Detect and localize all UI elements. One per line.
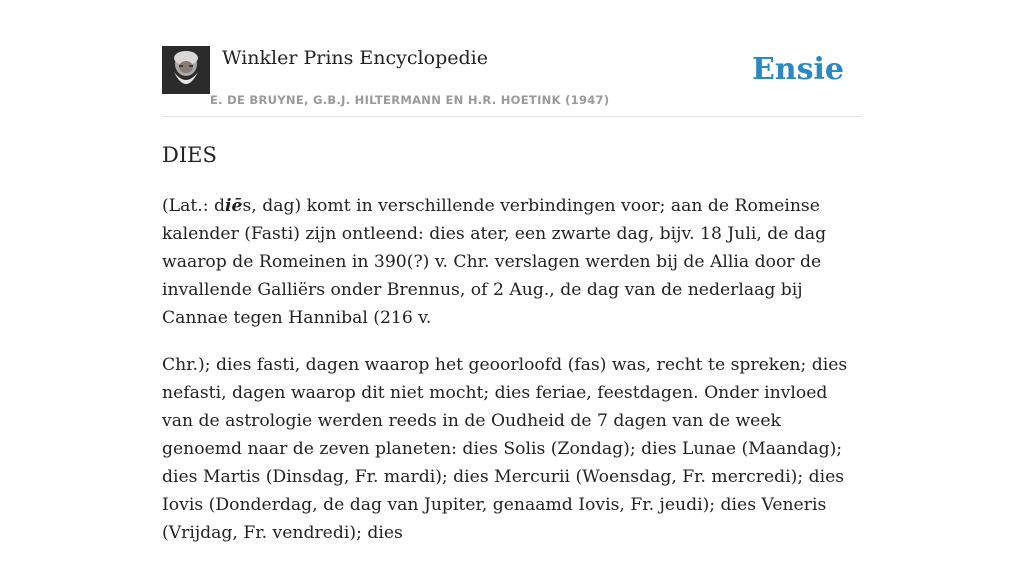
article-body	[162, 192, 862, 566]
ensie-logo[interactable]: Ensie	[751, 52, 844, 87]
author-avatar[interactable]	[162, 46, 210, 94]
paragraph-2: Chr.); dies fasti, dagen waarop het geoorloofd (fas) was, recht te spreken; dies nefasti, dagen waarop dit niet mocht; dies feriae, feestdagen. Onder invloed van de astrologie werden reeds in de Oudheid de 7 dagen van de week genoemd naar de zeven planeten: dies Solis (Zondag); dies Lunae (Maandag); dies Martis (Dinsdag, Fr. mardi); dies Mercurii (Woensdag, Fr. mercredi); dies Iovis (Donderdag, de dag van Jupiter, genaamd Iovis, Fr. jeudi); dies Veneris (Vrijdag, Fr. vendredi); dies	[162, 355, 848, 543]
page-title: DIES	[162, 143, 217, 167]
paragraph-1-rest: s, dag) komt in verschillende verbindingen voor; aan de Romeinse kalender (Fasti) zijn ontleend: dies ater, een zwarte dag, bijv. 18 Juli, de dag waarop de Romeinen in 390(?) v. Chr. verslagen werden bij de Allia door de invallende Galliërs onder Brennus, of 2 Aug., de dag van de nederlaag bij Cannae tegen Hannibal (216 v.	[162, 196, 827, 328]
authors-credit: E. DE BRUYNE, G.B.J. HILTERMANN EN H.R. HOETINK (1947)	[210, 93, 610, 107]
bearded-man-portrait-icon	[162, 46, 210, 94]
site-header	[162, 0, 862, 117]
paragraph-1-start: (Lat.: d	[162, 196, 225, 216]
site-title[interactable]: Winkler Prins Encyclopedie	[222, 47, 488, 69]
etymology-emphasis: iē	[225, 196, 243, 216]
paragraph-1	[162, 192, 862, 332]
article-container	[162, 0, 862, 543]
